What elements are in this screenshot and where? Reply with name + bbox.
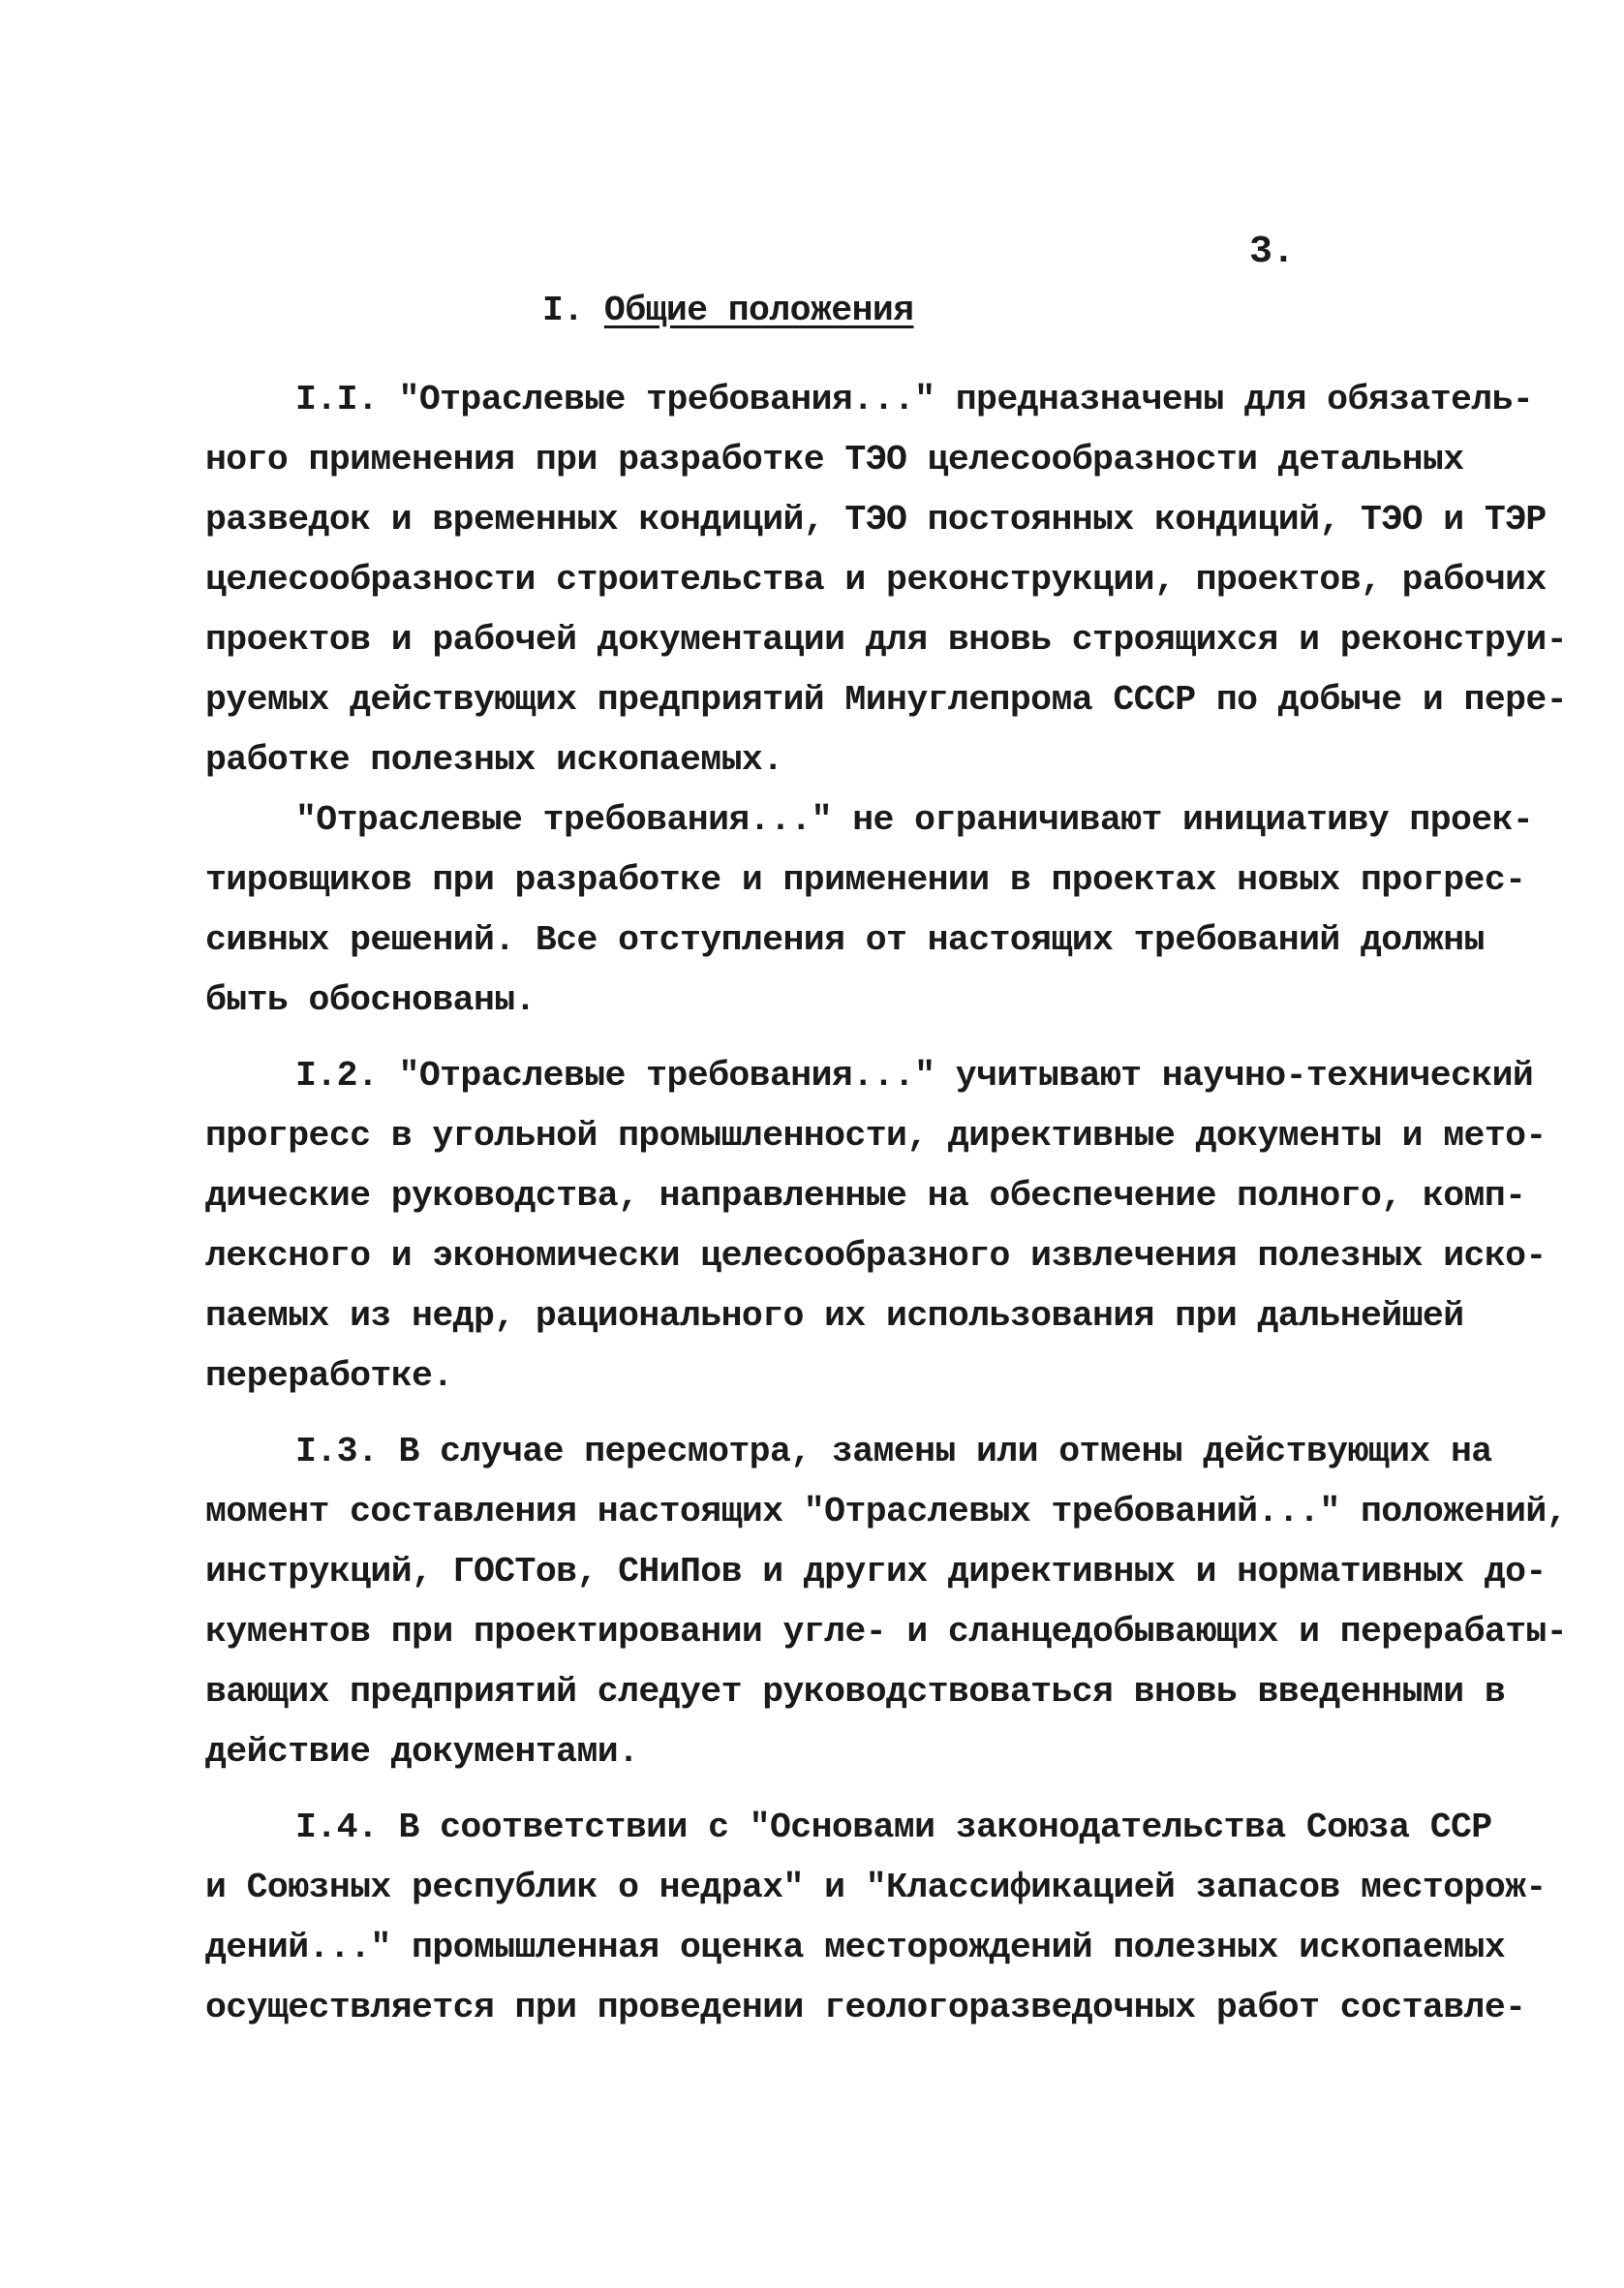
text-line: и Союзных республик о недрах" и "Классификацией запасов месторож- xyxy=(205,1868,1547,1907)
text-line: вающих предприятий следует руководствоваться вновь введенными в xyxy=(205,1672,1506,1712)
text-line: I.2. "Отраслевые требования..." учитывают научно-технический xyxy=(295,1056,1534,1096)
text-line: I.3. В случае пересмотра, замены или отмены действующих на xyxy=(295,1432,1492,1471)
text-line: дические руководства, направленные на обеспечение полного, комп- xyxy=(205,1176,1526,1216)
section-heading xyxy=(542,291,913,330)
text-line: руемых действующих предприятий Минуглепрома СССР по добыче и пере- xyxy=(205,680,1568,720)
text-line: тировщиков при разработке и применении в проектах новых прогрес- xyxy=(205,860,1526,900)
text-line: прогресс в угольной промышленности, директивные документы и мето- xyxy=(205,1116,1547,1156)
text-line: проектов и рабочей документации для вновь строящихся и реконструи- xyxy=(205,620,1568,660)
page-number: 3. xyxy=(1249,231,1295,274)
text-line: дений..." промышленная оценка месторождений полезных ископаемых xyxy=(205,1928,1506,1967)
text-line: I.4. В соответствии с "Основами законодательства Союза ССР xyxy=(295,1808,1492,1847)
text-line: инструкций, ГОСТов, СНиПов и других директивных и нормативных до- xyxy=(205,1552,1547,1592)
section-number: I. xyxy=(542,291,584,330)
text-line: I.I. "Отраслевые требования..." предназначены для обязатель- xyxy=(295,380,1534,419)
text-line: целесообразности строительства и реконструкции, проектов, рабочих xyxy=(205,560,1547,600)
text-line: сивных решений. Все отступления от настоящих требований должны xyxy=(205,920,1485,960)
text-line: кументов при проектировании угле- и сланцедобывающих и перерабаты- xyxy=(205,1612,1568,1652)
text-line: разведок и временных кондиций, ТЭО постоянных кондиций, ТЭО и ТЭР xyxy=(205,500,1547,540)
text-line: лексного и экономически целесообразного извлечения полезных иско- xyxy=(205,1236,1547,1276)
text-line: паемых из недр, рационального их использования при дальнейшей xyxy=(205,1296,1464,1336)
text-line: ного применения при разработке ТЭО целесообразности детальных xyxy=(205,440,1464,479)
section-title: Общие положения xyxy=(603,291,914,330)
text-line: осуществляется при проведении геологоразведочных работ составле- xyxy=(205,1988,1526,2027)
text-line: действие документами. xyxy=(205,1732,639,1772)
text-line: "Отраслевые требования..." не ограничивают инициативу проек- xyxy=(295,800,1534,840)
text-line: переработке. xyxy=(205,1356,453,1396)
text-line: момент составления настоящих "Отраслевых требований..." положений, xyxy=(205,1492,1568,1531)
text-line: работке полезных ископаемых. xyxy=(205,740,783,780)
text-line: быть обоснованы. xyxy=(205,980,536,1020)
